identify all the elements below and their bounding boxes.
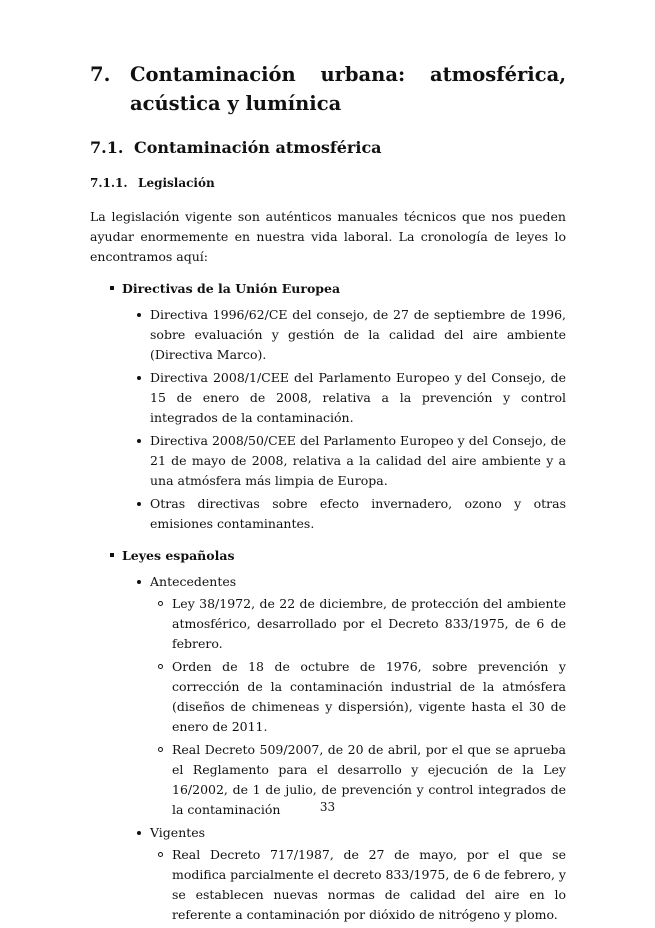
subsection-title: Legislación xyxy=(138,176,215,190)
section-number: 7.1. xyxy=(90,138,124,157)
vigentes-list xyxy=(150,845,566,925)
antecedentes-list xyxy=(150,594,566,820)
bullet-icon xyxy=(137,439,141,443)
list-item: Orden de 18 de octubre de 1976, sobre prevención y corrección de la contaminación industrial de la atmósfera (diseños de chimeneas y dispersión), vigente hasta el 30 de enero de 2011. xyxy=(150,657,566,737)
intro-paragraph: La legislación vigente son auténticos manuales técnicos que nos pueden ayudar enormemente en nuestra vida laboral. La cronología de leyes lo encontramos aquí: xyxy=(90,209,566,264)
list-item-es xyxy=(90,546,566,925)
section-title: Contaminación atmosférica xyxy=(134,138,382,157)
list-item: Directiva 2008/1/CEE del Parlamento Europeo y del Consejo, de 15 de enero de 2008, relativa a la prevención y control integrados de la contaminación. xyxy=(122,368,566,428)
antecedentes-label: Antecedentes xyxy=(150,574,237,589)
vigentes-label: Vigentes xyxy=(150,825,206,840)
eu-label: Directivas de la Unión Europea xyxy=(122,281,341,296)
chapter-title: Contaminación urbana: atmosférica, acústica y lumínica xyxy=(130,63,566,115)
circle-bullet-icon xyxy=(158,852,163,857)
list-item: Otras directivas sobre efecto invernadero, ozono y otras emisiones contaminantes. xyxy=(122,494,566,534)
es-label: Leyes españolas xyxy=(122,548,235,563)
list-item: Directiva 2008/50/CEE del Parlamento Europeo y del Consejo, de 21 de mayo de 2008, relativa a la calidad del aire ambiente y a una atmósfera más limpia de Europa. xyxy=(122,431,566,491)
page-content xyxy=(90,60,566,928)
circle-bullet-icon xyxy=(158,747,163,752)
list-item-eu xyxy=(90,279,566,534)
bullet-icon xyxy=(137,313,141,317)
bullet-icon xyxy=(137,376,141,380)
bullet-icon xyxy=(137,831,141,835)
list-item: Directiva 1996/62/CE del consejo, de 27 de septiembre de 1996, sobre evaluación y gestión de la calidad del aire ambiente (Directiva Marco). xyxy=(122,305,566,365)
list-item-antecedentes xyxy=(122,572,566,820)
circle-bullet-icon xyxy=(158,601,163,606)
bullet-icon xyxy=(137,502,141,506)
list-item: Real Decreto 509/2007, de 20 de abril, por el que se aprueba el Reglamento para el desarrollo y ejecución de la Ley 16/2002, de 1 de julio, de prevención y control integrados de la contaminación xyxy=(150,740,566,820)
eu-directives-list xyxy=(122,305,566,534)
square-bullet-icon xyxy=(110,553,114,557)
bullet-icon xyxy=(137,580,141,584)
spanish-laws-list xyxy=(122,572,566,925)
list-item: Real Decreto 717/1987, de 27 de mayo, por el que se modifica parcialmente el decreto 833/1975, de 6 de febrero, y se establecen nuevas normas de calidad del aire en lo referente a contaminación por dióxido de nitrógeno y plomo. xyxy=(150,845,566,925)
circle-bullet-icon xyxy=(158,664,163,669)
chapter-heading xyxy=(90,60,566,118)
subsection-number: 7.1.1. xyxy=(90,176,128,190)
list-item-vigentes xyxy=(122,823,566,925)
chapter-number: 7. xyxy=(90,63,111,86)
list-item: Ley 38/1972, de 22 de diciembre, de protección del ambiente atmosférico, desarrollado por el Decreto 833/1975, de 6 de febrero. xyxy=(150,594,566,654)
page-number: 33 xyxy=(319,800,336,814)
square-bullet-icon xyxy=(110,286,114,290)
legislation-list xyxy=(90,279,566,925)
subsection-heading xyxy=(90,175,566,191)
section-heading xyxy=(90,138,566,158)
